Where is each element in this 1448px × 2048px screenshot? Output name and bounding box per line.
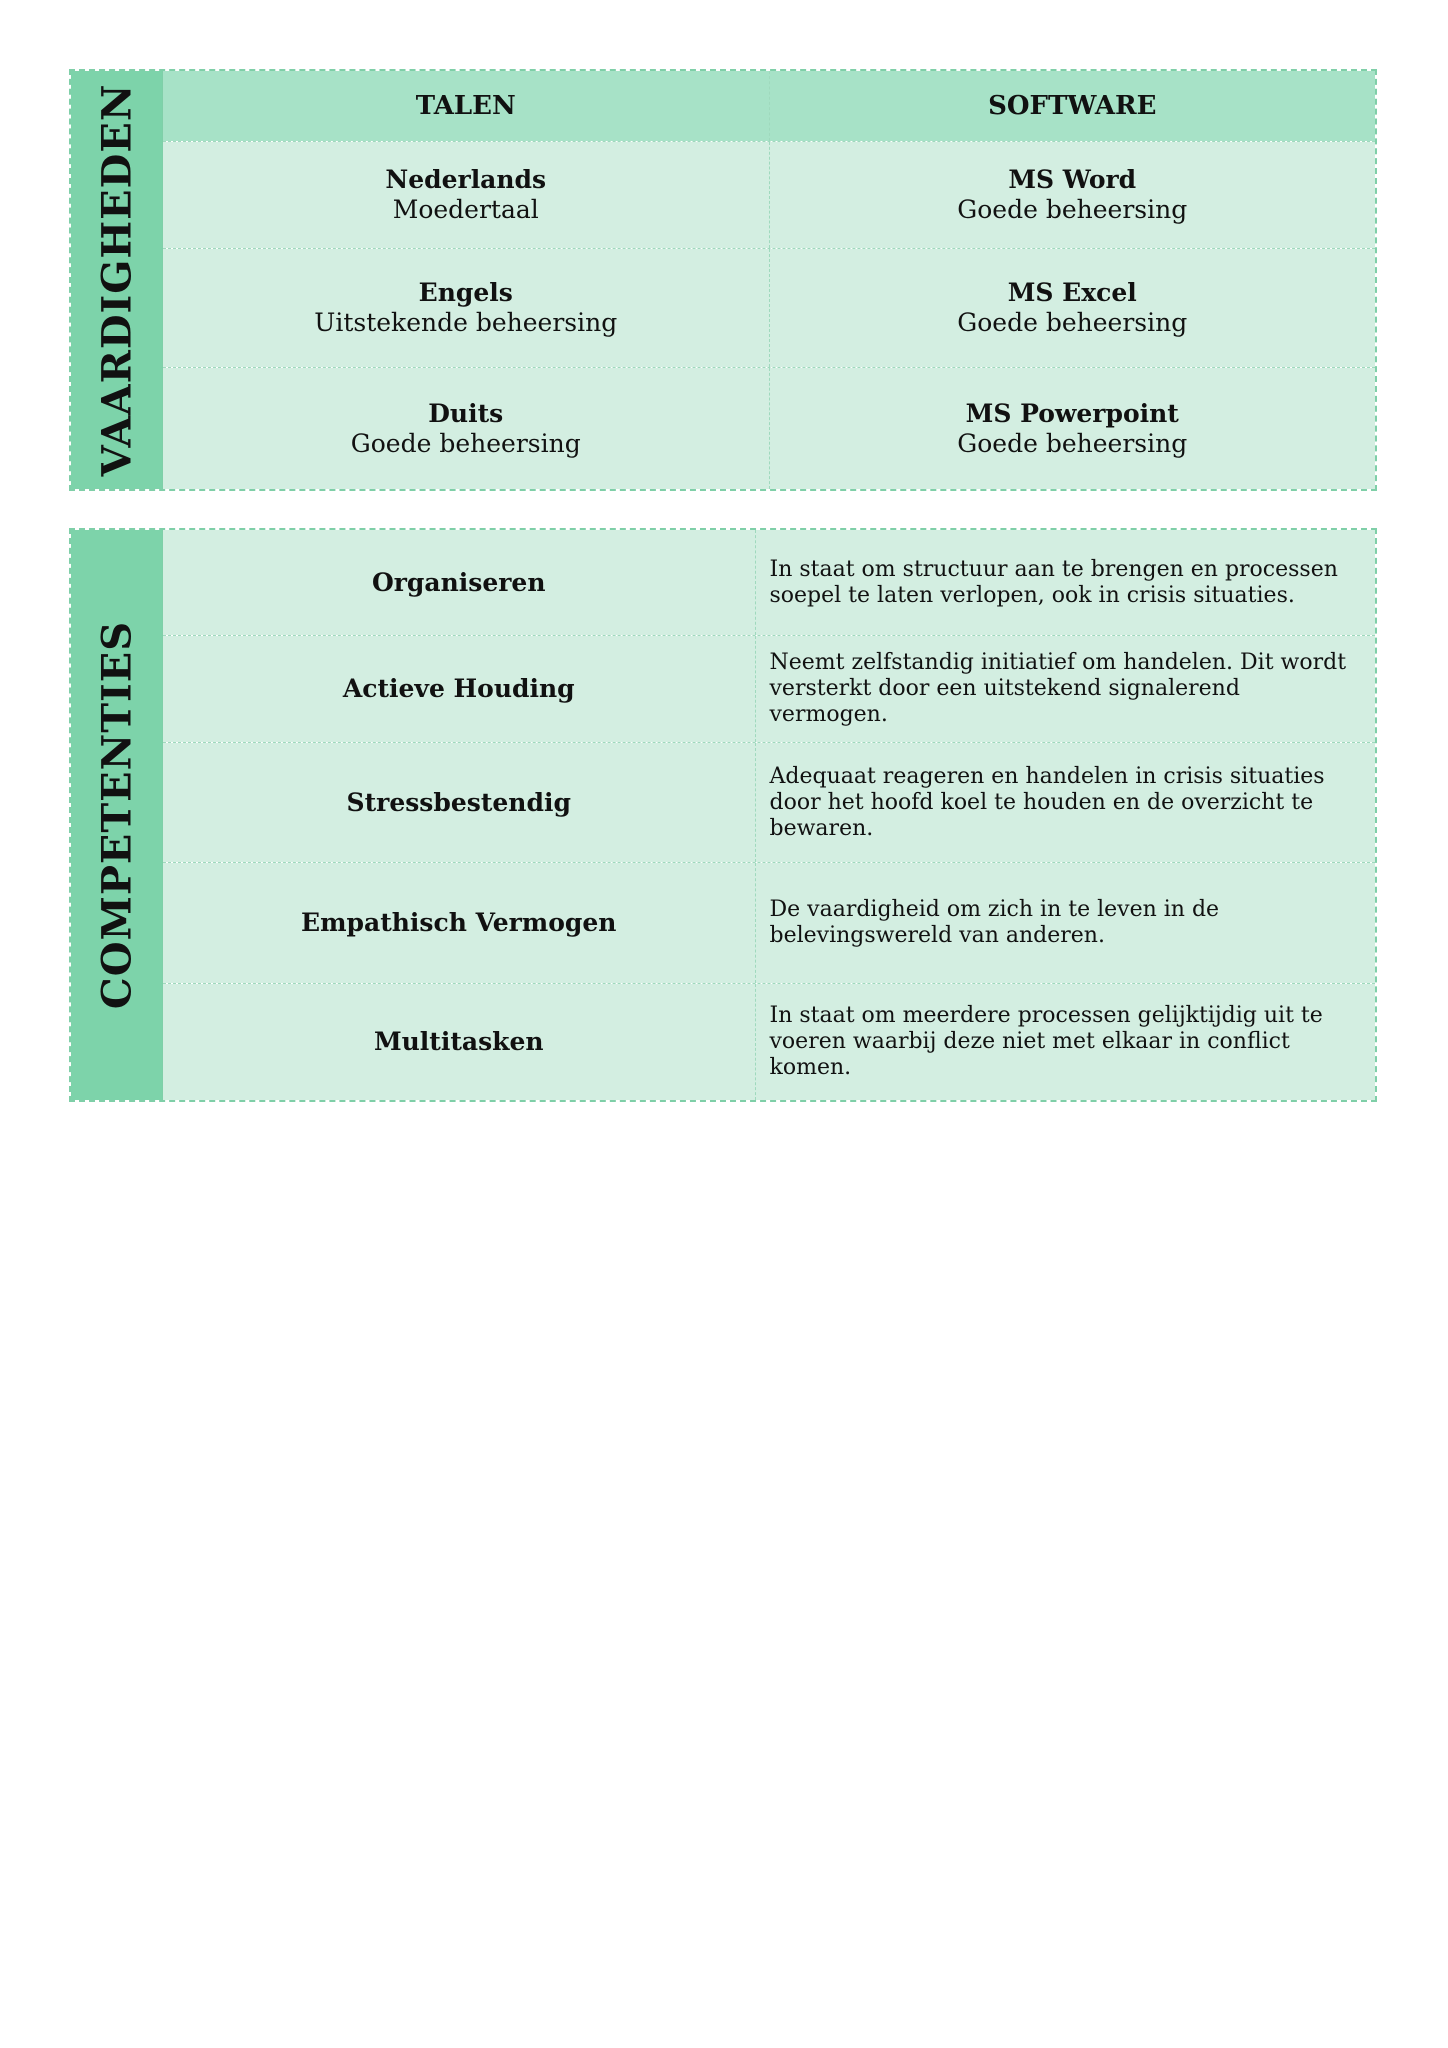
software-name: MS Excel [1007, 278, 1137, 307]
software-level: Goede beheersing [957, 308, 1188, 337]
software-header: SOFTWARE [769, 71, 1376, 141]
skills-header-row [163, 71, 1375, 142]
language-name: Engels [418, 278, 513, 307]
skills-section-title: VAARDIGHEDEN [93, 83, 140, 477]
competency-row [163, 530, 1375, 636]
language-level: Moedertaal [392, 195, 539, 224]
competencies-side-band [71, 530, 163, 1100]
software-cell [769, 368, 1376, 489]
skills-row [163, 249, 1375, 368]
competency-description: De vaardigheid om zich in te leven in de belevingswereld van anderen. [755, 863, 1376, 983]
competencies-section-title: COMPETENTIES [93, 620, 140, 1010]
competency-name: Multitasken [163, 984, 755, 1100]
competencies-table [163, 530, 1375, 1100]
language-cell [163, 368, 769, 489]
software-level: Goede beheersing [957, 195, 1188, 224]
software-name: MS Word [1008, 165, 1137, 194]
competency-description: Adequaat reageren en handelen in crisis situaties door het hoofd koel te houden en de overzicht te bewaren. [755, 743, 1376, 862]
language-cell [163, 142, 769, 248]
language-level: Uitstekende beheersing [314, 308, 618, 337]
competency-name: Organiseren [163, 530, 755, 635]
competency-name: Empathisch Vermogen [163, 863, 755, 983]
competency-row [163, 636, 1375, 743]
competency-description: In staat om structuur aan te brengen en processen soepel te laten verlopen, ook in crisis situaties. [755, 530, 1376, 635]
competencies-section [69, 528, 1377, 1102]
skills-side-band [71, 71, 163, 489]
software-name: MS Powerpoint [965, 398, 1179, 428]
skills-section [69, 69, 1377, 491]
competency-name: Actieve Houding [163, 636, 755, 742]
skills-row [163, 142, 1375, 249]
software-cell [769, 142, 1376, 248]
competency-name: Stressbestendig [163, 743, 755, 862]
skills-table [163, 71, 1375, 489]
software-cell [769, 249, 1376, 367]
language-cell [163, 249, 769, 367]
language-name: Duits [428, 398, 504, 428]
competency-row [163, 863, 1375, 984]
competency-description: In staat om meerdere processen gelijktijdig uit te voeren waarbij deze niet met elkaar in conflict komen. [755, 984, 1376, 1100]
language-level: Goede beheersing [350, 428, 581, 458]
skills-row [163, 368, 1375, 489]
language-name: Nederlands [385, 165, 547, 194]
competency-row [163, 984, 1375, 1100]
software-level: Goede beheersing [957, 428, 1188, 458]
competency-row [163, 743, 1375, 863]
competency-description: Neemt zelfstandig initiatief om handelen. Dit wordt versterkt door een uitstekend signalerend vermogen. [755, 636, 1376, 742]
talen-header: TALEN [163, 71, 769, 141]
